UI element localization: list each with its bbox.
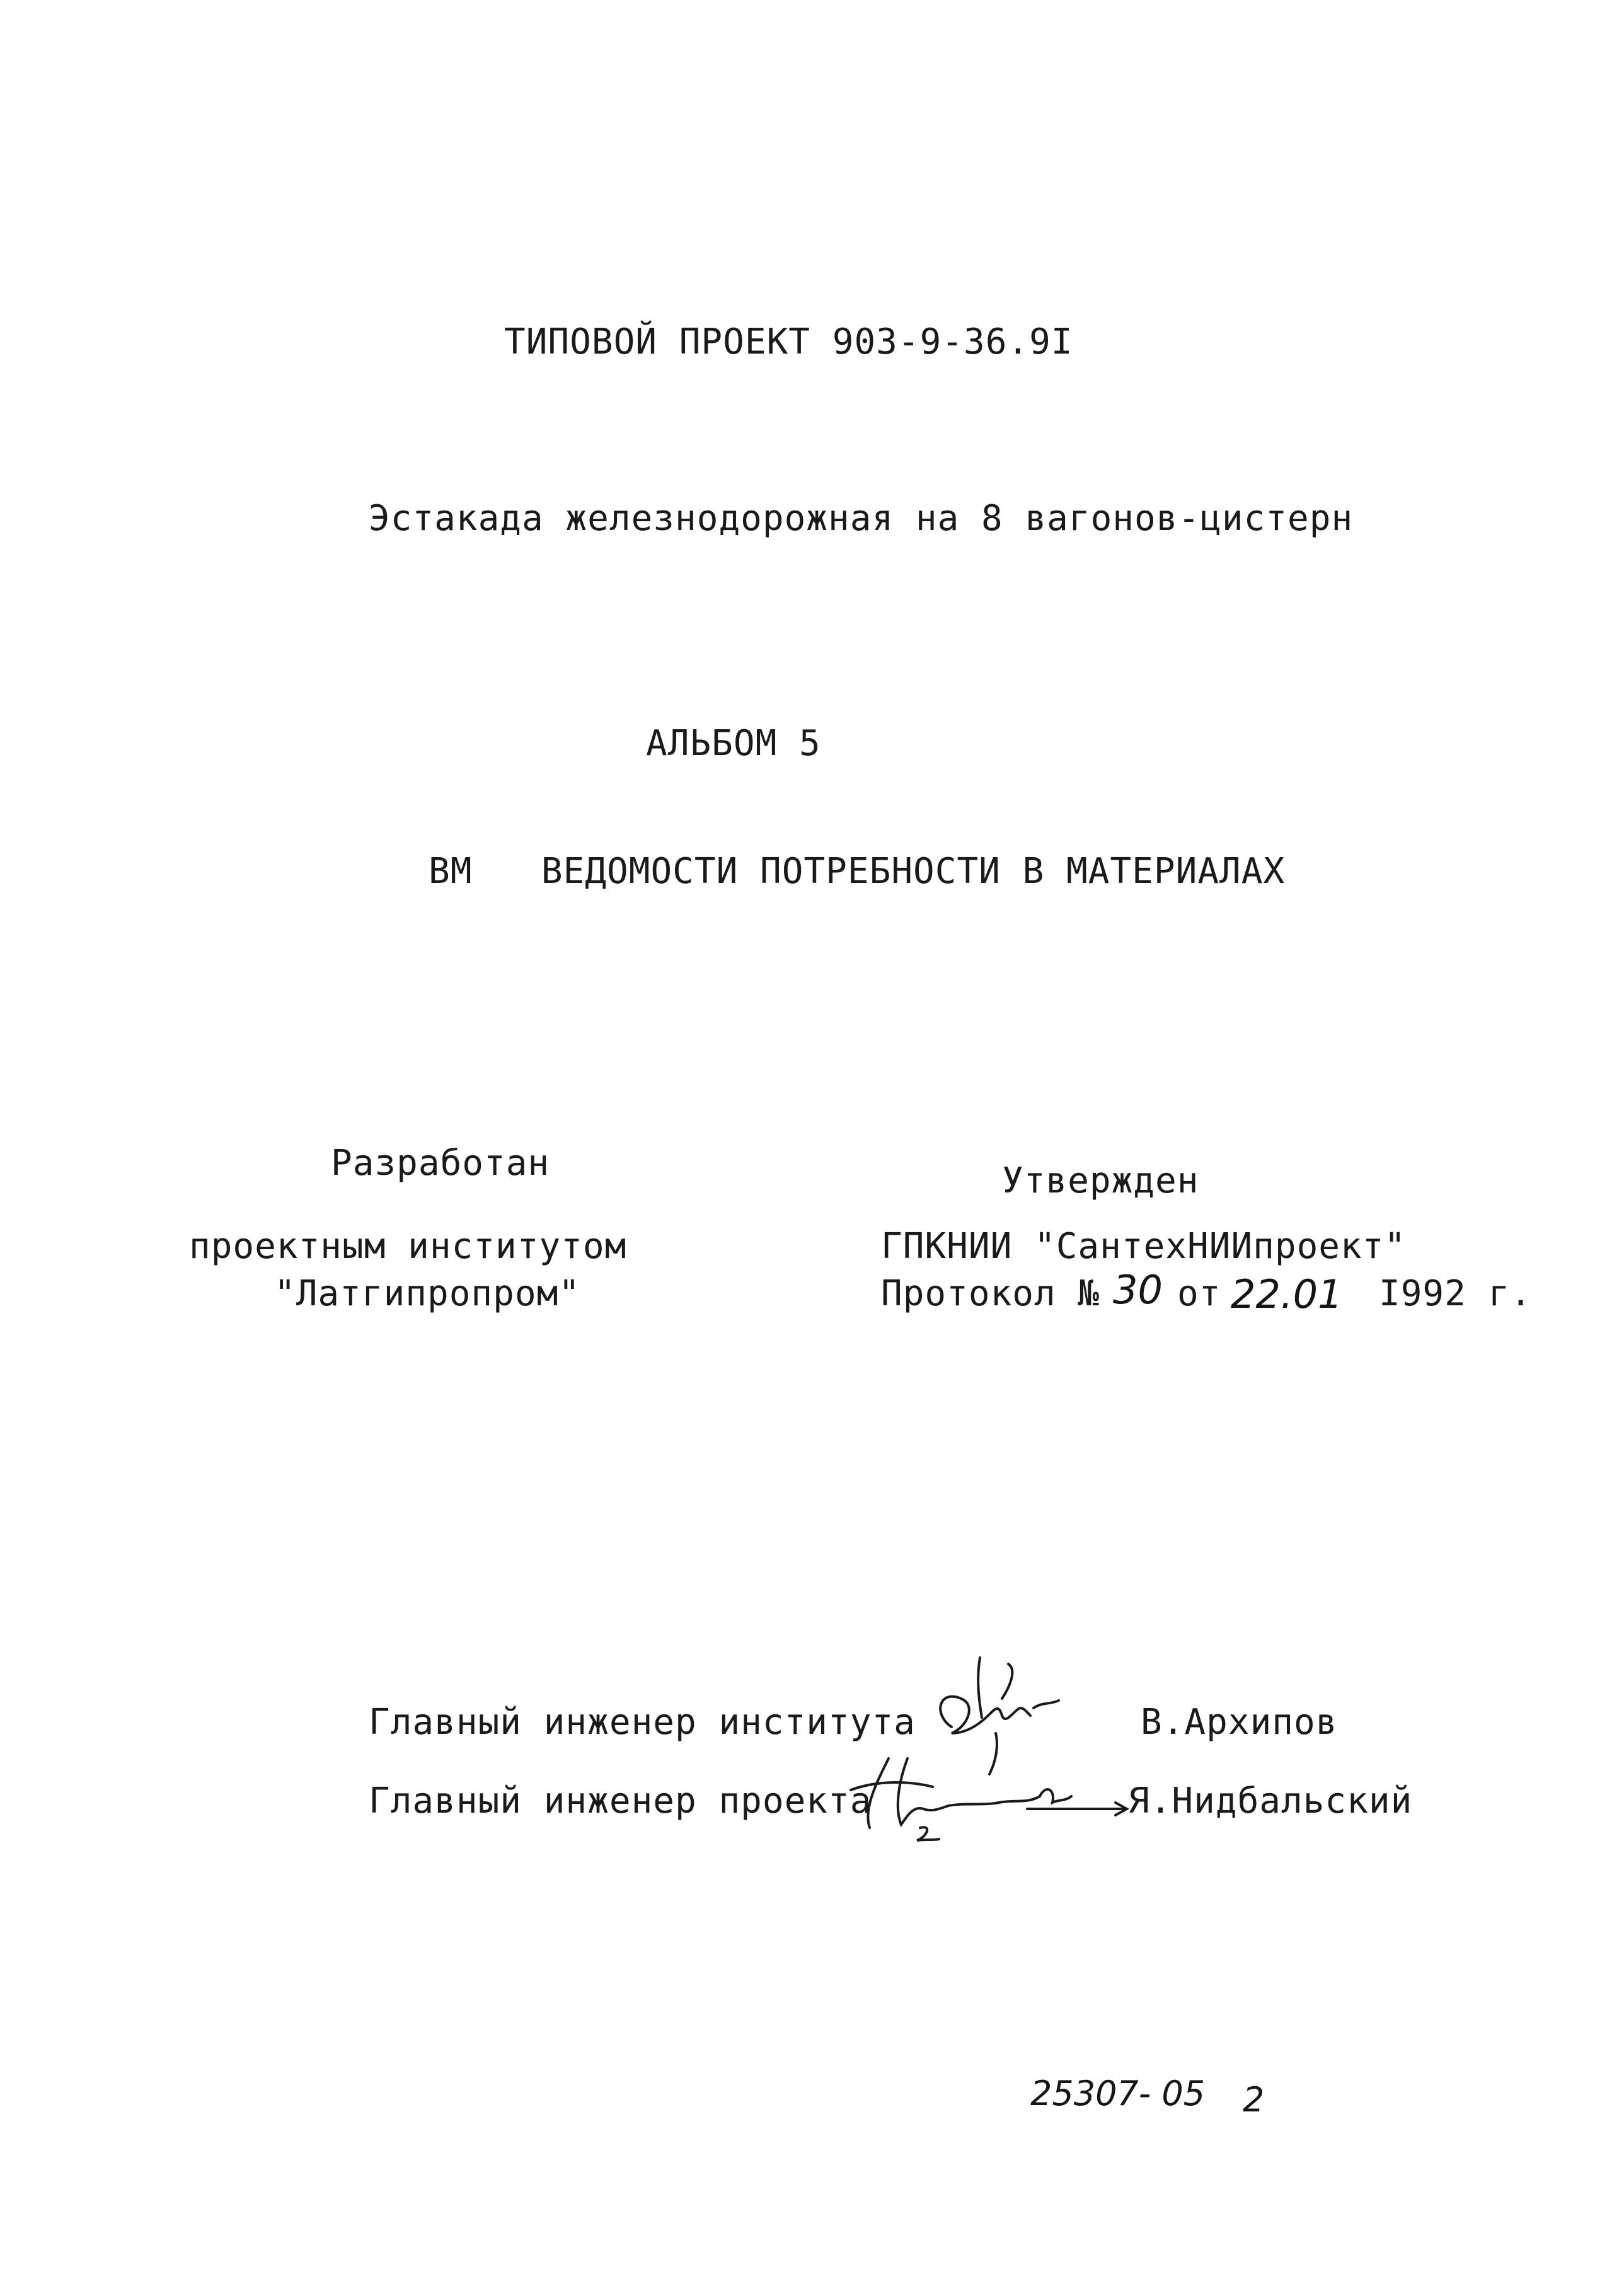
signature-role-institute: Главный инженер института	[369, 1702, 916, 1743]
signature-role-project: Главный инженер проекта	[369, 1781, 872, 1821]
protocol-date: 22.01	[1231, 1271, 1343, 1317]
protocol-line	[881, 1264, 1533, 1327]
signature-nidbalsky	[838, 1746, 1134, 1847]
protocol-label: Протокол №	[881, 1273, 1100, 1314]
signature-name-nidbalsky: Я.Нидбальский	[1128, 1781, 1413, 1821]
protocol-year: I992 г.	[1379, 1273, 1533, 1314]
developed-institute: "Латгипропром"	[274, 1273, 581, 1314]
developed-by-line: проектным институтом	[189, 1226, 627, 1267]
protocol-number: 30	[1113, 1267, 1163, 1313]
project-code: ТИПОВОЙ ПРОЕКТ 903-9-36.9I	[504, 321, 1073, 362]
approved-by: ГПКНИИ "СантехНИИпроект"	[881, 1226, 1407, 1267]
sheet-number: 2	[1243, 2080, 1265, 2120]
album-code: ВМ	[429, 851, 473, 892]
signature-name-arkhipov: В.Архипов	[1141, 1702, 1338, 1743]
album-title: ВЕДОМОСТИ ПОТРЕБНОСТИ В МАТЕРИАЛАХ	[541, 851, 1286, 892]
album-heading	[429, 851, 1286, 892]
developed-label: Разработан	[331, 1143, 550, 1184]
approved-label: Утвержден	[1002, 1160, 1199, 1201]
project-title: Эстакада железнодорожная на 8 вагонов-цистерн	[369, 498, 1354, 539]
inventory-number: 25307- 05	[1030, 2074, 1206, 2113]
album-number: АЛЬБОМ 5	[646, 723, 821, 764]
protocol-from-label: от	[1177, 1273, 1221, 1314]
